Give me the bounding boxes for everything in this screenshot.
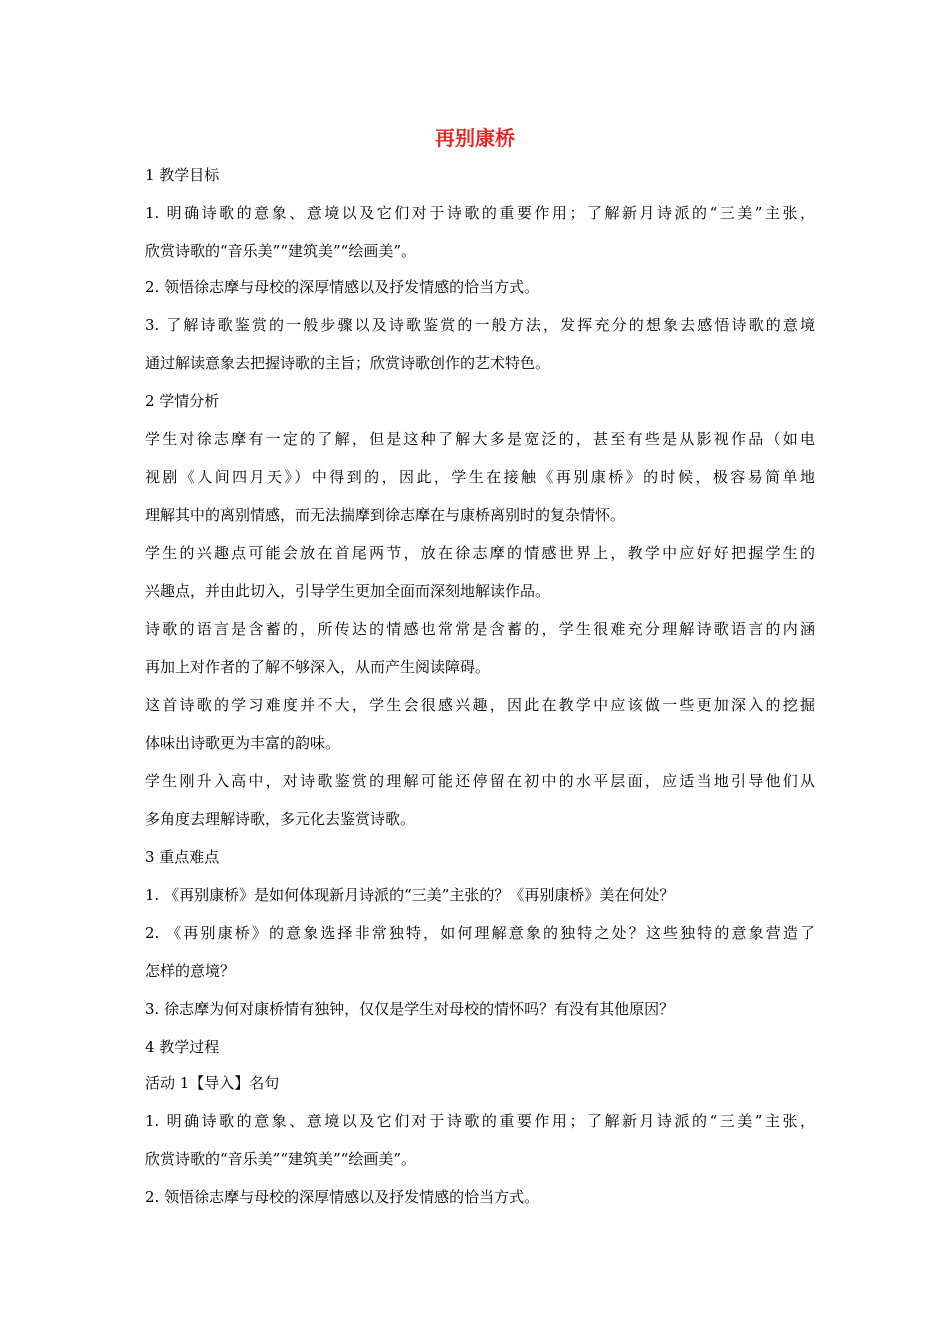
section-heading-key-points: 3 重点难点 [145,848,220,866]
paragraph-line: 2. 领悟徐志摩与母校的深厚情感以及抒发情感的恰当方式。 [145,1188,540,1206]
paragraph-line: 兴趣点，并由此切入，引导学生更加全面而深刻地解读作品。 [145,582,551,600]
paragraph-line: 3. 了解诗歌鉴赏的一般步骤以及诗歌鉴赏的一般方法，发挥充分的想象去感悟诗歌的意境 [145,316,815,334]
paragraph-line: 这首诗歌的学习难度并不大，学生会很感兴趣，因此在教学中应该做一些更加深入的挖掘 [145,696,815,714]
paragraph-line: 欣赏诗歌的“音乐美”“建筑美”“绘画美”。 [145,1150,417,1168]
paragraph-line: 1. 明确诗歌的意象、意境以及它们对于诗歌的重要作用；了解新月诗派的“三美”主张， [145,204,815,222]
section-heading-process: 4 教学过程 [145,1038,220,1056]
paragraph-line: 体味出诗歌更为丰富的韵味。 [145,734,341,752]
paragraph-line: 学生刚升入高中，对诗歌鉴赏的理解可能还停留在初中的水平层面，应适当地引导他们从 [145,772,815,790]
paragraph-line: 学生对徐志摩有一定的了解，但是这种了解大多是宽泛的，甚至有些是从影视作品（如电 [145,430,815,448]
paragraph-line: 3. 徐志摩为何对康桥情有独钟，仅仅是学生对母校的情怀吗？有没有其他原因？ [145,1000,675,1018]
paragraph-line: 1. 《再别康桥》是如何体现新月诗派的“三美”主张的？《再别康桥》美在何处？ [145,886,675,904]
paragraph-line: 诗歌的语言是含蓄的，所传达的情感也常常是含蓄的，学生很难充分理解诗歌语言的内涵 [145,620,815,638]
paragraph-line: 通过解读意象去把握诗歌的主旨；欣赏诗歌创作的艺术特色。 [145,354,551,372]
paragraph-line: 2. 领悟徐志摩与母校的深厚情感以及抒发情感的恰当方式。 [145,278,540,296]
paragraph-line: 1. 明确诗歌的意象、意境以及它们对于诗歌的重要作用；了解新月诗派的“三美”主张， [145,1112,815,1130]
document-title: 再别康桥 [435,126,515,150]
paragraph-line: 欣赏诗歌的“音乐美”“建筑美”“绘画美”。 [145,242,417,260]
paragraph-line: 多角度去理解诗歌，多元化去鉴赏诗歌。 [145,810,416,828]
paragraph-line: 理解其中的离别情感，而无法揣摩到徐志摩在与康桥离别时的复杂情怀。 [145,506,626,524]
paragraph-line: 学生的兴趣点可能会放在首尾两节，放在徐志摩的情感世界上，教学中应好好把握学生的 [145,544,815,562]
section-heading-analysis: 2 学情分析 [145,392,220,410]
paragraph-line: 视剧《人间四月天》）中得到的，因此，学生在接触《再别康桥》的时候，极容易简单地 [145,468,815,486]
paragraph-line: 2. 《再别康桥》的意象选择非常独特，如何理解意象的独特之处？这些独特的意象营造了 [145,924,815,942]
activity-heading: 活动 1【导入】名句 [145,1074,280,1092]
paragraph-line: 怎样的意境？ [145,962,236,980]
section-heading-objectives: 1 教学目标 [145,166,220,184]
paragraph-line: 再加上对作者的了解不够深入，从而产生阅读障碍。 [145,658,491,676]
